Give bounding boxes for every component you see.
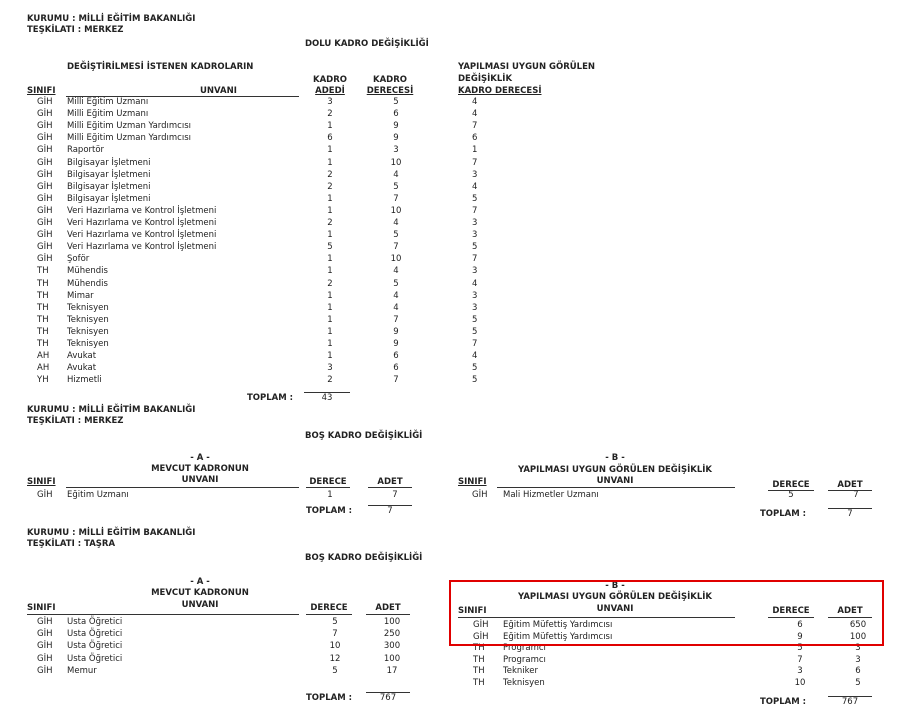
table-row bbox=[0, 170, 914, 181]
bos2-a-heading-1: MEVCUT KADRONUN bbox=[151, 588, 249, 598]
cell-adet: 2 bbox=[327, 109, 333, 120]
cell-yeni-derece: 7 bbox=[472, 205, 478, 216]
cell-adet: 2 bbox=[327, 278, 333, 289]
cell-derece: 7 bbox=[393, 314, 399, 325]
cell-sinif: GİH bbox=[37, 242, 53, 253]
cell-yeni-derece: 5 bbox=[472, 375, 478, 386]
cell-sinif: GİH bbox=[37, 205, 53, 216]
table-row bbox=[0, 230, 914, 241]
table-row bbox=[0, 133, 914, 144]
table-row bbox=[0, 315, 914, 326]
cell-unvan: Usta Öğretici bbox=[67, 629, 123, 640]
kurumu-line-2: KURUMU : MİLLİ EĞİTİM BAKANLIĞI bbox=[27, 405, 196, 415]
dolu-right-heading-3: KADRO DERECESİ bbox=[458, 86, 542, 96]
bos2-left-toplam-value: 767 bbox=[379, 693, 397, 703]
cell-sinif: TH bbox=[473, 643, 485, 653]
cell-unvan: Veri Hazırlama ve Kontrol İşletmeni bbox=[67, 242, 217, 253]
table-row bbox=[0, 242, 914, 253]
dolu-col-sinifi: SINIFI bbox=[27, 86, 56, 96]
cell-adet: 1 bbox=[327, 351, 333, 362]
cell-sinif: GİH bbox=[37, 218, 53, 228]
cell-unvan: Veri Hazırlama ve Kontrol İşletmeni bbox=[67, 230, 217, 241]
kurumu-line-3: KURUMU : MİLLİ EĞİTİM BAKANLIĞI bbox=[27, 528, 196, 538]
cell-derece: 9 bbox=[797, 631, 803, 642]
cell-unvan: Bilgisayar İşletmeni bbox=[67, 181, 151, 192]
cell-adet: 1 bbox=[327, 205, 333, 216]
cell-adet: 7 bbox=[392, 490, 398, 500]
cell-sinif: TH bbox=[37, 278, 49, 289]
cell-derece: 4 bbox=[393, 290, 399, 301]
cell-yeni-derece: 4 bbox=[472, 181, 478, 192]
cell-sinif: TH bbox=[37, 302, 49, 313]
cell-yeni-derece: 3 bbox=[472, 302, 478, 313]
bos2-b-label: - B - bbox=[605, 581, 625, 591]
cell-derece: 4 bbox=[393, 218, 399, 228]
cell-derece: 5 bbox=[393, 278, 399, 289]
bos1-b-heading-2: UNVANI bbox=[596, 476, 634, 486]
table-row bbox=[0, 363, 914, 374]
cell-yeni-derece: 1 bbox=[472, 145, 478, 156]
cell-derece: 7 bbox=[393, 242, 399, 253]
table-row bbox=[0, 375, 914, 386]
cell-yeni-derece: 7 bbox=[472, 157, 478, 168]
table-row bbox=[0, 182, 914, 193]
cell-unvan: Raportör bbox=[67, 145, 105, 156]
table-row bbox=[0, 327, 914, 338]
dolu-col-adet-1: KADRO bbox=[313, 75, 347, 85]
cell-sinif: GİH bbox=[37, 133, 53, 144]
bos1-right-rule bbox=[497, 487, 735, 488]
cell-unvan: Eğitim Uzmanı bbox=[67, 490, 129, 500]
cell-adet: 17 bbox=[386, 665, 398, 676]
cell-sinif: GİH bbox=[37, 193, 53, 204]
bos1-col-adet-right: ADET bbox=[837, 480, 863, 490]
table-row bbox=[0, 218, 914, 229]
bos1-left-rule-2 bbox=[306, 487, 350, 488]
cell-unvan: Veri Hazırlama ve Kontrol İşletmeni bbox=[67, 218, 217, 228]
cell-adet: 250 bbox=[383, 629, 401, 640]
cell-unvan: Usta Öğretici bbox=[67, 641, 123, 652]
cell-unvan: Programcı bbox=[503, 654, 546, 665]
table-row bbox=[0, 490, 914, 501]
cell-sinif: GİH bbox=[37, 629, 53, 640]
cell-sinif: GİH bbox=[37, 109, 53, 120]
cell-unvan: Teknisyen bbox=[67, 314, 109, 325]
bos2-right-toplam-label: TOPLAM : bbox=[760, 697, 807, 707]
cell-derece: 7 bbox=[393, 193, 399, 204]
cell-derece: 5 bbox=[393, 230, 399, 241]
bos1-right-toplam-value: 7 bbox=[847, 509, 853, 519]
cell-sinif: GİH bbox=[473, 631, 489, 642]
cell-sinif: GİH bbox=[472, 490, 488, 500]
cell-sinif: AH bbox=[37, 351, 50, 362]
cell-adet: 2 bbox=[327, 218, 333, 228]
cell-derece: 7 bbox=[393, 375, 399, 386]
cell-unvan: Mühendis bbox=[67, 278, 108, 289]
cell-adet: 3 bbox=[327, 363, 333, 374]
cell-yeni-derece: 5 bbox=[472, 326, 478, 337]
dolu-left-heading: DEĞİŞTİRİLMESİ İSTENEN KADROLARIN bbox=[67, 62, 254, 72]
cell-derece: 10 bbox=[390, 157, 402, 168]
bos1-col-derece-left: DERECE bbox=[309, 477, 347, 487]
bos2-left-rule bbox=[27, 614, 299, 615]
cell-sinif: TH bbox=[37, 266, 49, 277]
cell-adet: 5 bbox=[327, 242, 333, 253]
cell-sinif: YH bbox=[37, 375, 49, 386]
cell-derece: 9 bbox=[393, 339, 399, 349]
cell-adet: 1 bbox=[327, 254, 333, 265]
cell-sinif: AH bbox=[37, 363, 50, 374]
cell-sinif: GİH bbox=[37, 181, 53, 192]
cell-sinif: GİH bbox=[37, 145, 53, 156]
cell-adet: 2 bbox=[327, 375, 333, 386]
dolu-right-heading-1: YAPILMASI UYGUN GÖRÜLEN bbox=[458, 62, 596, 72]
dolu-col-derece-1: KADRO bbox=[373, 75, 407, 85]
cell-yeni-derece: 5 bbox=[472, 242, 478, 253]
bos1-left-toplam-value: 7 bbox=[387, 506, 393, 516]
cell-adet: 1 bbox=[327, 121, 333, 132]
bos2-col-derece-right: DERECE bbox=[772, 606, 810, 616]
cell-yeni-derece: 3 bbox=[472, 218, 478, 228]
table-row bbox=[0, 303, 914, 314]
cell-sinif: GİH bbox=[37, 653, 53, 664]
teskilati-line-3: TEŞKİLATI : TAŞRA bbox=[27, 539, 116, 549]
bos1-b-label: - B - bbox=[605, 453, 625, 463]
bos2-col-adet-right: ADET bbox=[837, 606, 863, 616]
table-row bbox=[0, 655, 914, 666]
bos1-a-heading-1: MEVCUT KADRONUN bbox=[151, 464, 249, 474]
cell-sinif: GİH bbox=[37, 97, 53, 107]
cell-unvan: Bilgisayar İşletmeni bbox=[67, 169, 151, 180]
cell-unvan: Teknisyen bbox=[67, 302, 109, 313]
bos2-left-rule-2 bbox=[306, 614, 352, 615]
dolu-col-adet-2: ADEDİ bbox=[315, 86, 345, 96]
bos2-a-heading-2: UNVANI bbox=[181, 600, 219, 610]
cell-derece: 9 bbox=[393, 121, 399, 132]
cell-sinif: GİH bbox=[37, 490, 53, 500]
cell-yeni-derece: 5 bbox=[472, 314, 478, 325]
bos1-left-rule-3 bbox=[368, 487, 412, 488]
cell-derece: 5 bbox=[332, 665, 338, 676]
table-row bbox=[0, 291, 914, 302]
bos1-a-label: - A - bbox=[190, 453, 210, 463]
cell-derece: 10 bbox=[794, 677, 806, 688]
cell-derece: 4 bbox=[393, 302, 399, 313]
cell-unvan: Programcı bbox=[503, 643, 546, 653]
bos1-col-sinifi-right: SINIFI bbox=[458, 477, 487, 487]
cell-unvan: Eğitim Müfettiş Yardımcısı bbox=[503, 620, 613, 630]
table-row bbox=[0, 97, 914, 108]
cell-unvan: Mimar bbox=[67, 290, 94, 301]
bos2-title: BOŞ KADRO DEĞİŞİKLİĞİ bbox=[305, 553, 423, 563]
dolu-toplam-label: TOPLAM : bbox=[247, 393, 294, 403]
cell-adet: 1 bbox=[327, 326, 333, 337]
cell-adet: 3 bbox=[327, 97, 333, 107]
cell-unvan: Eğitim Müfettiş Yardımcısı bbox=[503, 631, 613, 642]
bos1-title: BOŞ KADRO DEĞİŞİKLİĞİ bbox=[305, 431, 423, 441]
cell-derece: 3 bbox=[797, 666, 803, 676]
cell-yeni-derece: 3 bbox=[472, 230, 478, 241]
cell-unvan: Bilgisayar İşletmeni bbox=[67, 193, 151, 204]
bos1-a-heading-2: UNVANI bbox=[181, 475, 219, 485]
cell-unvan: Mühendis bbox=[67, 266, 108, 277]
cell-adet: 1 bbox=[327, 314, 333, 325]
table-row bbox=[0, 351, 914, 362]
cell-derece: 10 bbox=[329, 641, 341, 652]
cell-unvan: Veri Hazırlama ve Kontrol İşletmeni bbox=[67, 205, 217, 216]
table-row bbox=[0, 266, 914, 277]
table-row bbox=[0, 194, 914, 205]
cell-sinif: GİH bbox=[37, 665, 53, 676]
cell-yeni-derece: 5 bbox=[472, 193, 478, 204]
cell-derece: 4 bbox=[393, 169, 399, 180]
cell-sinif: GİH bbox=[37, 254, 53, 265]
cell-sinif: TH bbox=[37, 339, 49, 349]
cell-unvan: Milli Eğitim Uzman Yardımcısı bbox=[67, 133, 191, 144]
table-row bbox=[0, 158, 914, 169]
cell-adet: 1 bbox=[327, 145, 333, 156]
cell-yeni-derece: 6 bbox=[472, 133, 478, 144]
cell-adet: 1 bbox=[327, 157, 333, 168]
cell-adet: 6 bbox=[327, 133, 333, 144]
dolu-col-unvani: UNVANI bbox=[200, 86, 237, 96]
cell-derece: 1 bbox=[327, 490, 333, 500]
bos1-left-toplam-label: TOPLAM : bbox=[306, 506, 353, 516]
cell-unvan: Avukat bbox=[67, 351, 97, 362]
cell-derece: 12 bbox=[329, 653, 341, 664]
cell-unvan: Usta Öğretici bbox=[67, 653, 123, 664]
cell-adet: 3 bbox=[855, 654, 861, 665]
bos2-left-rule-3 bbox=[366, 614, 410, 615]
table-row bbox=[0, 666, 914, 677]
table-row bbox=[0, 121, 914, 132]
cell-derece: 3 bbox=[393, 145, 399, 156]
cell-adet: 100 bbox=[849, 631, 867, 642]
cell-sinif: TH bbox=[473, 666, 485, 676]
bos2-a-label: - A - bbox=[190, 577, 210, 587]
cell-adet: 650 bbox=[849, 620, 867, 630]
cell-yeni-derece: 4 bbox=[472, 97, 478, 107]
cell-sinif: GİH bbox=[37, 230, 53, 241]
cell-yeni-derece: 3 bbox=[472, 266, 478, 277]
bos1-b-heading-1: YAPILMASI UYGUN GÖRÜLEN DEĞİŞİKLİK bbox=[517, 465, 712, 475]
cell-unvan: Bilgisayar İşletmeni bbox=[67, 157, 151, 168]
table-row bbox=[0, 145, 914, 156]
table-row bbox=[0, 254, 914, 265]
cell-derece: 6 bbox=[393, 363, 399, 374]
cell-adet: 7 bbox=[853, 490, 859, 500]
bos2-col-derece-left: DERECE bbox=[310, 603, 348, 613]
cell-adet: 2 bbox=[327, 169, 333, 180]
cell-unvan: Memur bbox=[67, 665, 97, 676]
cell-adet: 1 bbox=[327, 302, 333, 313]
table-row bbox=[0, 279, 914, 290]
bos1-left-rule bbox=[66, 487, 299, 488]
cell-derece: 9 bbox=[393, 133, 399, 144]
bos1-right-toplam-label: TOPLAM : bbox=[760, 509, 807, 519]
cell-adet: 3 bbox=[855, 643, 861, 653]
cell-adet: 2 bbox=[327, 181, 333, 192]
cell-derece: 5 bbox=[332, 617, 338, 627]
cell-sinif: TH bbox=[37, 290, 49, 301]
cell-derece: 7 bbox=[797, 654, 803, 665]
cell-unvan: Milli Eğitim Uzmanı bbox=[67, 97, 149, 107]
cell-derece: 10 bbox=[390, 205, 402, 216]
cell-derece: 5 bbox=[797, 643, 803, 653]
cell-yeni-derece: 4 bbox=[472, 109, 478, 120]
table-row bbox=[0, 206, 914, 217]
cell-derece: 7 bbox=[332, 629, 338, 640]
cell-derece: 6 bbox=[797, 620, 803, 630]
cell-yeni-derece: 7 bbox=[472, 254, 478, 265]
cell-derece: 5 bbox=[393, 181, 399, 192]
dolu-kadro-title: DOLU KADRO DEĞİŞİKLİĞİ bbox=[305, 39, 429, 49]
bos1-col-adet-left: ADET bbox=[377, 477, 403, 487]
cell-unvan: Hizmetli bbox=[67, 375, 102, 386]
cell-derece: 6 bbox=[393, 351, 399, 362]
bos2-b-heading-1: YAPILMASI UYGUN GÖRÜLEN DEĞİŞİKLİK bbox=[517, 592, 712, 602]
cell-derece: 6 bbox=[393, 109, 399, 120]
cell-unvan: Usta Öğretici bbox=[67, 617, 123, 627]
cell-adet: 1 bbox=[327, 230, 333, 241]
cell-adet: 300 bbox=[383, 641, 401, 652]
cell-sinif: GİH bbox=[473, 620, 489, 630]
table-row bbox=[0, 678, 914, 689]
cell-adet: 100 bbox=[383, 653, 401, 664]
cell-adet: 1 bbox=[327, 266, 333, 277]
teskilati-line-2: TEŞKİLATI : MERKEZ bbox=[27, 416, 124, 426]
cell-yeni-derece: 7 bbox=[472, 339, 478, 349]
cell-sinif: TH bbox=[37, 326, 49, 337]
cell-sinif: TH bbox=[473, 677, 485, 688]
cell-derece: 5 bbox=[393, 97, 399, 107]
cell-sinif: GİH bbox=[37, 121, 53, 132]
cell-yeni-derece: 4 bbox=[472, 278, 478, 289]
cell-unvan: Milli Eğitim Uzmanı bbox=[67, 109, 149, 120]
cell-unvan: Teknisyen bbox=[67, 339, 109, 349]
cell-sinif: TH bbox=[473, 654, 485, 665]
kurumu-line: KURUMU : MİLLİ EĞİTİM BAKANLIĞI bbox=[27, 14, 196, 24]
cell-adet: 1 bbox=[327, 290, 333, 301]
cell-derece: 9 bbox=[393, 326, 399, 337]
cell-adet: 1 bbox=[327, 339, 333, 349]
table-row bbox=[0, 339, 914, 350]
cell-unvan: Mali Hizmetler Uzmanı bbox=[503, 490, 599, 500]
cell-sinif: TH bbox=[37, 314, 49, 325]
bos2-col-adet-left: ADET bbox=[375, 603, 401, 613]
cell-yeni-derece: 5 bbox=[472, 363, 478, 374]
cell-yeni-derece: 3 bbox=[472, 290, 478, 301]
dolu-col-derece-2: DERECESİ bbox=[366, 86, 414, 96]
cell-yeni-derece: 7 bbox=[472, 121, 478, 132]
highlight-box bbox=[449, 580, 884, 646]
cell-adet: 1 bbox=[327, 193, 333, 204]
teskilati-line: TEŞKİLATI : MERKEZ bbox=[27, 25, 124, 35]
cell-derece: 5 bbox=[788, 490, 794, 500]
table-row bbox=[0, 109, 914, 120]
cell-unvan: Teknisyen bbox=[67, 326, 109, 337]
cell-adet: 5 bbox=[855, 677, 861, 688]
bos1-col-derece-right: DERECE bbox=[772, 480, 810, 490]
cell-sinif: GİH bbox=[37, 169, 53, 180]
bos1-col-sinifi-left: SINIFI bbox=[27, 477, 56, 487]
bos2-col-sinifi-left: SINIFI bbox=[27, 603, 56, 613]
cell-unvan: Teknisyen bbox=[503, 677, 545, 688]
bos2-b-heading-2: UNVANI bbox=[596, 604, 634, 614]
cell-unvan: Şoför bbox=[67, 254, 90, 265]
cell-derece: 4 bbox=[393, 266, 399, 277]
bos2-col-sinifi-right: SINIFI bbox=[458, 606, 487, 616]
cell-sinif: GİH bbox=[37, 641, 53, 652]
cell-adet: 6 bbox=[855, 666, 861, 676]
bos2-right-toplam-value: 767 bbox=[841, 697, 859, 707]
cell-unvan: Tekniker bbox=[503, 666, 538, 676]
cell-yeni-derece: 3 bbox=[472, 169, 478, 180]
dolu-toplam-value: 43 bbox=[321, 393, 333, 403]
cell-adet: 100 bbox=[383, 617, 401, 627]
cell-sinif: GİH bbox=[37, 617, 53, 627]
dolu-right-heading-2: DEĞİŞİKLİK bbox=[458, 74, 513, 84]
cell-yeni-derece: 4 bbox=[472, 351, 478, 362]
cell-sinif: GİH bbox=[37, 157, 53, 168]
cell-unvan: Milli Eğitim Uzman Yardımcısı bbox=[67, 121, 191, 132]
cell-unvan: Avukat bbox=[67, 363, 97, 374]
cell-derece: 10 bbox=[390, 254, 402, 265]
bos2-left-toplam-label: TOPLAM : bbox=[306, 693, 353, 703]
